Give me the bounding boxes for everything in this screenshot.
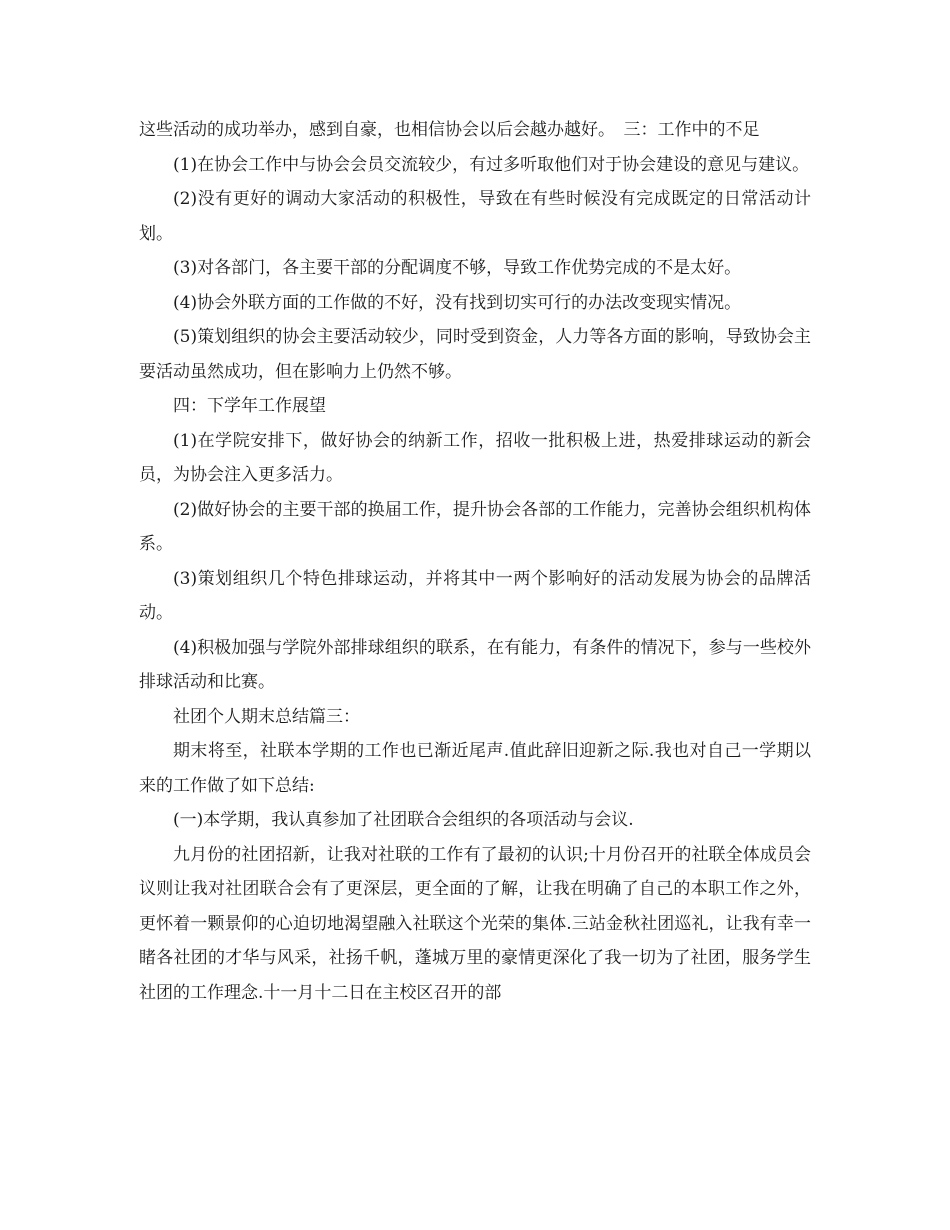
paragraph-outlook-4: (4)积极加强与学院外部排球组织的联系，在有能力，有条件的情况下，参与一些校外排球活动和比赛。 <box>139 637 811 692</box>
paragraph-intro: 期末将至，社联本学期的工作也已渐近尾声.值此辞旧迎新之际.我也对自己一学期以来的工作做了如下总结: <box>139 741 811 796</box>
section-heading-outlook: 四：下学年工作展望 <box>173 396 326 416</box>
paragraph-shortcoming-5: (5)策划组织的协会主要活动较少，同时受到资金，人力等各方面的影响，导致协会主要活动虽然成功，但在影响力上仍然不够。 <box>139 327 811 382</box>
paragraph-continuation: 这些活动的成功举办，感到自豪，也相信协会以后会越办越好。 三：工作中的不足 <box>139 120 760 140</box>
paragraph-shortcoming-1: (1)在协会工作中与协会会员交流较少，有过多听取他们对于协会建设的意见与建议。 <box>173 154 810 175</box>
paragraph-outlook-3: (3)策划组织几个特色排球运动，并将其中一两个影响好的活动发展为协会的品牌活动。 <box>139 568 811 623</box>
paragraph-item-one: (一)本学期，我认真参加了社团联合会组织的各项活动与会议. <box>173 810 634 830</box>
paragraph-september: 九月份的社团招新，让我对社联的工作有了最初的认识;十月份召开的社联全体成员会议则让我对社团联合会有了更深层，更全面的了解，让我在明确了自己的本职工作之外，更怀着一颗景仰的心迫切地渴望融入社联这个光荣的集体.三站金秋社团巡礼，让我有幸一睹各社团的才华与风采，社扬千帆，蓬城万里的豪情更深化了我一切为了社团，服务学生社团的工作理念.十一月十二日在主校区召开的部 <box>139 844 811 1003</box>
paragraph-outlook-2: (2)做好协会的主要干部的换届工作，提升协会各部的工作能力，完善协会组织机构体系。 <box>139 499 811 554</box>
paragraph-shortcoming-2: (2)没有更好的调动大家活动的积极性，导致在有些时候没有完成既定的日常活动计划。 <box>139 189 811 244</box>
paragraph-outlook-1: (1)在学院安排下，做好协会的纳新工作，招收一批积极上进，热爱排球运动的新会员，为协会注入更多活力。 <box>139 430 811 485</box>
document-body <box>139 113 811 1010</box>
section-heading-part-three: 社团个人期末总结篇三： <box>173 706 360 727</box>
paragraph-shortcoming-3: (3)对各部门，各主要干部的分配调度不够，导致工作优势完成的不是太好。 <box>173 258 742 278</box>
paragraph-shortcoming-4: (4)协会外联方面的工作做的不好，没有找到切实可行的办法改变现实情况。 <box>173 292 742 313</box>
